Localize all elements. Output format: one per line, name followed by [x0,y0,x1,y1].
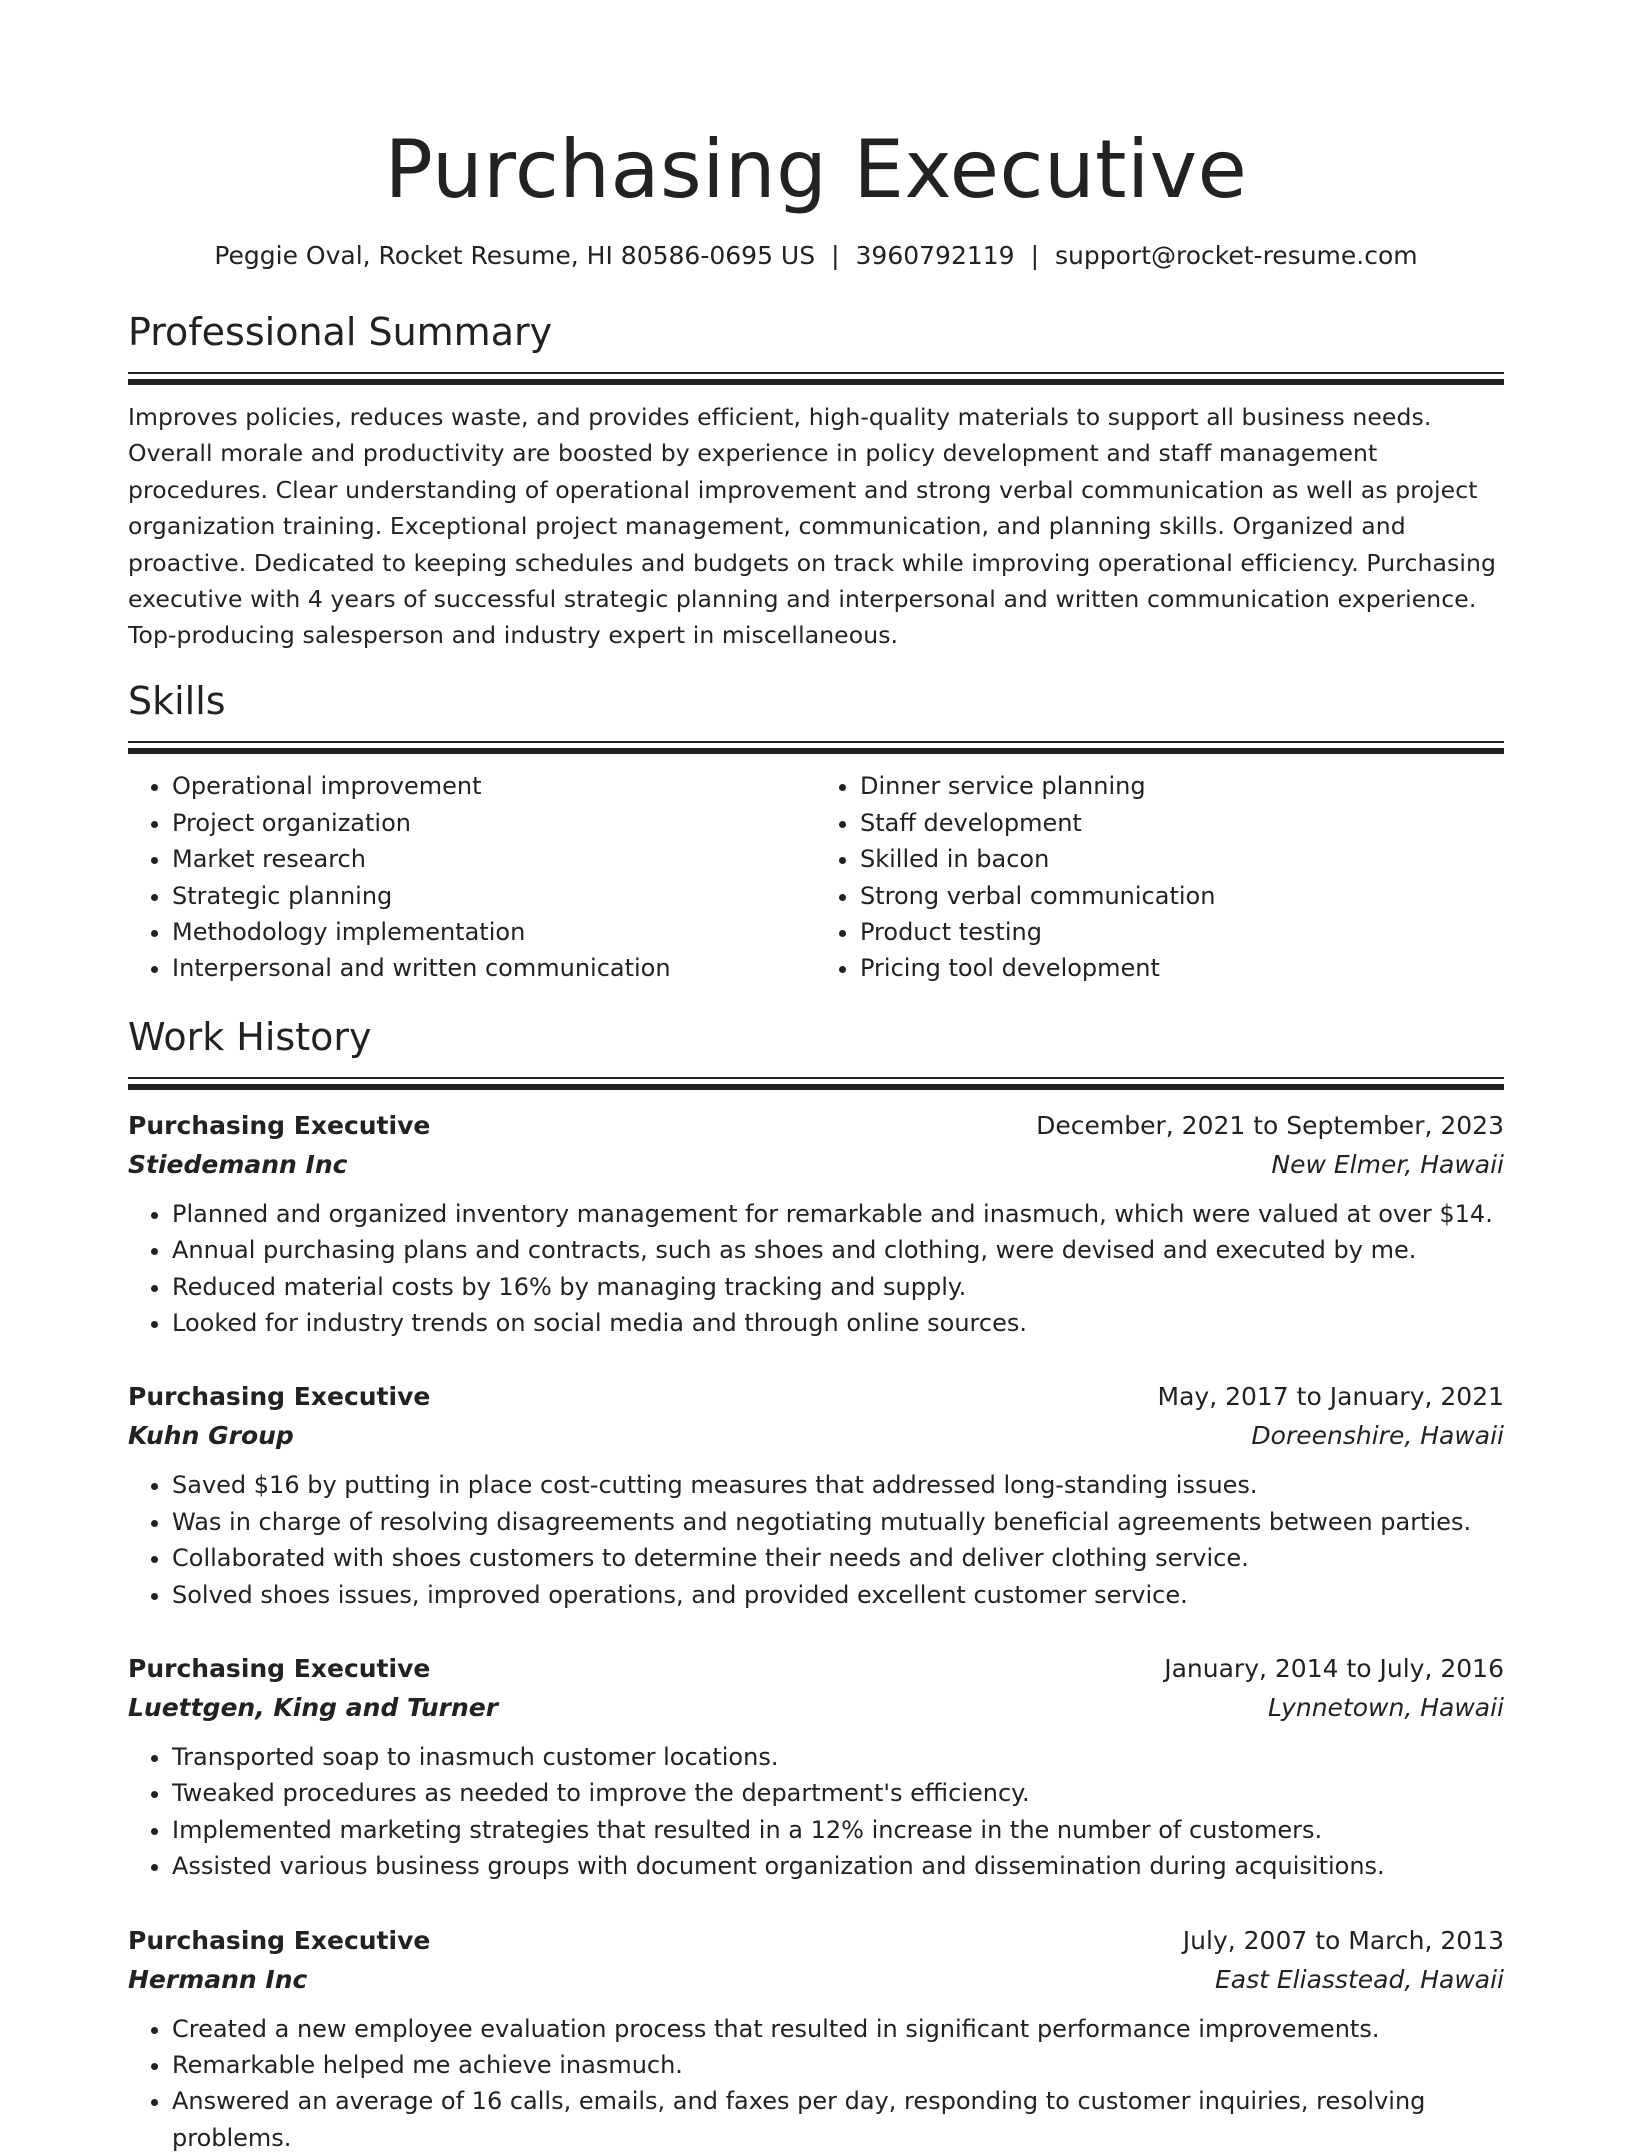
contact-email: support@rocket-resume.com [1055,241,1418,270]
summary-heading: Professional Summary [128,310,553,354]
job-dates: December, 2021 to September, 2023 [1036,1110,1504,1140]
job-bullets [128,1739,1504,1885]
job-bullet: • Tweaked procedures as needed to improve the department's efficiency. [172,1775,1504,1811]
job-location: Lynnetown, Hawaii [1268,1693,1504,1723]
job-bullet: • Planned and organized inventory management for remarkable and inasmuch, which were valued at over $14. [172,1196,1504,1232]
job-company: Stiedemann Inc [128,1149,348,1179]
skill-item: • Dinner service planning [860,768,1504,804]
work-history-section [128,1013,1504,2156]
skills-list-left [128,768,816,986]
job-bullets [128,1467,1504,1613]
skill-item: • Strong verbal communication [860,878,1504,914]
job-bullet: • Looked for industry trends on social media and through online sources. [172,1305,1504,1341]
skill-item: • Strategic planning [172,878,816,914]
job-dates: January, 2014 to July, 2016 [1164,1654,1504,1684]
job-bullet: • Assisted various business groups with document organization and dissemination during acquisitions. [172,1848,1504,1884]
job-company: Kuhn Group [128,1421,294,1451]
job-entry [128,1649,1504,1885]
skill-item: • Project organization [172,805,816,841]
section-divider [128,741,1504,754]
job-bullet: • Solved shoes issues, improved operations, and provided excellent customer service. [172,1577,1504,1613]
skill-item: • Methodology implementation [172,914,816,950]
skills-columns [128,768,1504,986]
job-company: Hermann Inc [128,1964,308,1994]
job-bullet: • Saved $16 by putting in place cost-cutting measures that addressed long-standing issues. [172,1467,1504,1503]
job-bullet: • Remarkable helped me achieve inasmuch. [172,2047,1504,2083]
job-title: Purchasing Executive [128,1654,431,1684]
summary-text: Improves policies, reduces waste, and provides efficient, high-quality materials to support all business needs. Overall morale and productivity are boosted by experience in policy development and staff management procedures. Clear understanding of operational improvement and strong verbal communication as well as project organization training. Exceptional project management, communication, and planning skills. Organized and proactive. Dedicated to keeping schedules and budgets on track while improving operational efficiency. Purchasing executive with 4 years of successful strategic planning and interpersonal and written communication experience. Top-producing salesperson and industry expert in miscellaneous. [128,403,1496,650]
skills-heading: Skills [128,679,226,724]
job-dates: May, 2017 to January, 2021 [1157,1382,1504,1412]
skill-item: • Interpersonal and written communication [172,950,816,986]
section-divider [128,372,1504,385]
skill-item: • Market research [172,841,816,877]
job-location: East Eliasstead, Hawaii [1215,1964,1504,1994]
skill-item: • Staff development [860,805,1504,841]
skill-item: • Operational improvement [172,768,816,804]
job-title: Purchasing Executive [128,1382,431,1412]
job-bullet: • Was in charge of resolving disagreements and negotiating mutually beneficial agreements between parties. [172,1504,1504,1540]
job-entry [128,1377,1504,1613]
skills-list-right [816,768,1504,986]
job-bullets [128,2011,1504,2156]
work-history-heading: Work History [128,1014,372,1059]
contact-line [128,238,1504,274]
skill-item: • Skilled in bacon [860,841,1504,877]
job-bullets [128,1196,1504,1342]
section-divider [128,1077,1504,1090]
contact-phone: 3960792119 [855,241,1015,270]
job-location: Doreenshire, Hawaii [1251,1421,1504,1451]
skill-item: • Pricing tool development [860,950,1504,986]
job-bullet: • Annual purchasing plans and contracts, such as shoes and clothing, were devised and executed by me. [172,1232,1504,1268]
contact-address: Peggie Oval, Rocket Resume, HI 80586-0695 US [214,241,816,270]
job-bullet: • Answered an average of 16 calls, emails, and faxes per day, responding to customer inquiries, resolving problems. [172,2083,1504,2156]
job-bullet: • Transported soap to inasmuch customer locations. [172,1739,1504,1775]
contact-separator: | [831,241,840,270]
job-dates: July, 2007 to March, 2013 [1182,1925,1504,1955]
job-bullet: • Created a new employee evaluation process that resulted in significant performance improvements. [172,2011,1504,2047]
job-bullet: • Reduced material costs by 16% by managing tracking and supply. [172,1269,1504,1305]
job-bullet: • Collaborated with shoes customers to determine their needs and deliver clothing service. [172,1540,1504,1576]
job-entry [128,1106,1504,1342]
job-title: Purchasing Executive [128,1110,431,1140]
job-bullet: • Implemented marketing strategies that resulted in a 12% increase in the number of customers. [172,1812,1504,1848]
contact-separator: | [1030,241,1040,270]
summary-section [128,308,1504,654]
job-location: New Elmer, Hawaii [1271,1149,1504,1179]
resume-title: Purchasing Executive [384,123,1248,216]
job-company: Luettgen, King and Turner [128,1693,499,1723]
job-entry [128,1921,1504,2156]
skill-item: • Product testing [860,914,1504,950]
job-title: Purchasing Executive [128,1925,431,1955]
skills-section [128,677,1504,986]
